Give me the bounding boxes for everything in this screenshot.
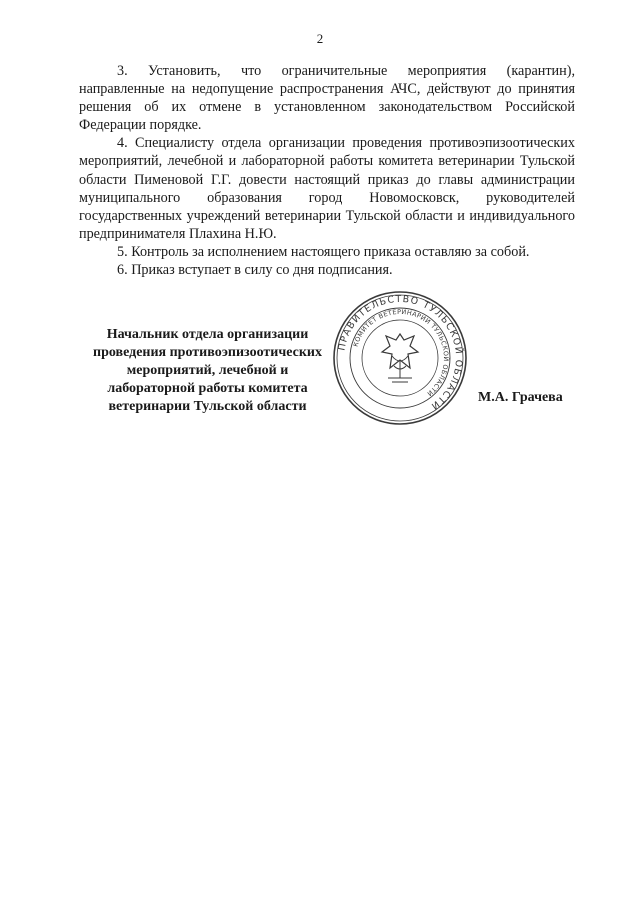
position-line: проведения противоэпизоотических (93, 345, 322, 360)
page-number: 2 (316, 31, 324, 46)
signature-position (80, 326, 335, 416)
position-line: ветеринарии Тульской области (108, 399, 307, 414)
paragraph-6: 6. Приказ вступает в силу со дня подписания. (117, 262, 393, 279)
paragraph-4: 4. Специалисту отдела организации проведения противоэпизоотических мероприятий, лечебной и лабораторной работы комитета ветеринарии Тульской области Пименовой Г.Г. довести настоящий приказ до главы администрации муниципального образования город Новомосковск, руководителей государственных учреждений ветеринарии Тульской области и индивидуального предпринимателя Плахина Н.Ю. (79, 135, 575, 242)
seal-outer-text: ПРАВИТЕЛЬСТВО ТУЛЬСКОЙ ОБЛАСТИ (336, 293, 465, 412)
position-line: Начальник отдела организации (106, 327, 309, 342)
paragraph-5: 5. Контроль за исполнением настоящего приказа оставляю за собой. (117, 243, 530, 260)
position-line: лабораторной работы комитета (107, 381, 308, 396)
svg-text:КОМИТЕТ ВЕТЕРИНАРИИ ТУЛЬСКОЙ О (352, 308, 451, 398)
document-body (79, 62, 575, 279)
paragraph-3: 3. Установить, что ограничительные мероприятия (карантин), направленные на недопущение распространения АЧС, действуют до принятия решения об их отмене в установленном законодательством Российской Федерации порядке. (79, 63, 575, 134)
seal-inner-text: КОМИТЕТ ВЕТЕРИНАРИИ ТУЛЬСКОЙ ОБЛАСТИ (351, 307, 451, 398)
signer-name: М.А. Грачева (478, 390, 563, 405)
position-line: мероприятий, лечебной и (126, 363, 289, 378)
official-seal-icon (332, 290, 468, 426)
